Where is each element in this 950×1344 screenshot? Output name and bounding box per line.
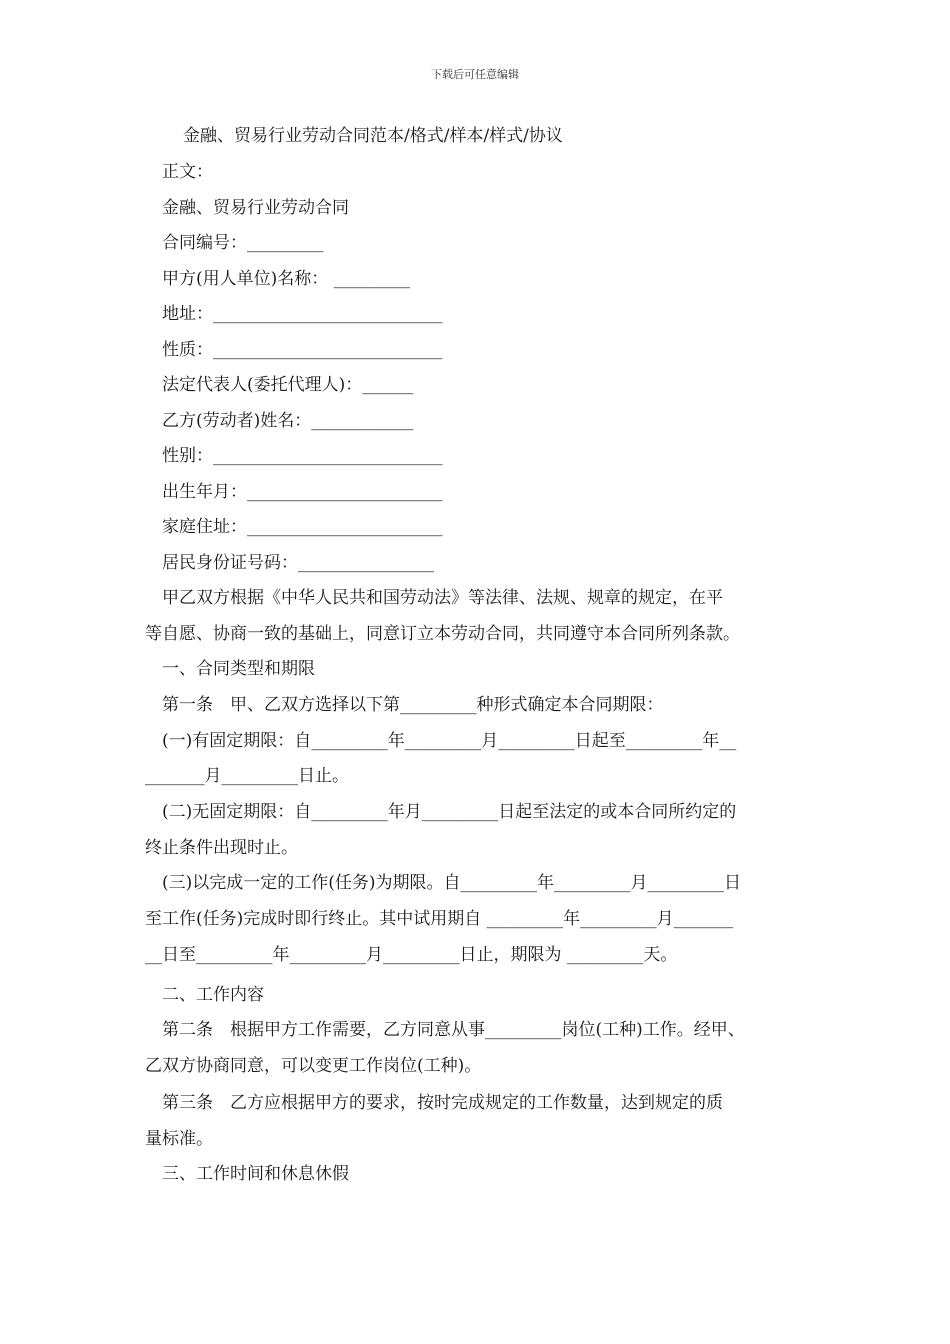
text-line: 第一条 甲、乙双方选择以下第_________种形式确定本合同期限：: [162, 695, 664, 715]
text-line: 合同编号：_________: [162, 233, 324, 253]
text-line: 甲乙双方根据《中华人民共和国劳动法》等法律、法规、规章的规定，在平: [162, 588, 723, 608]
text-line: 性别：___________________________: [162, 446, 443, 466]
document-title: 金融、贸易行业劳动合同范本/格式/样本/样式/协议: [183, 126, 563, 146]
text-line: 至工作(任务)完成时即行终止。其中试用期自 _________年_________月_______: [145, 909, 734, 929]
text-line: 金融、贸易行业劳动合同: [162, 198, 349, 218]
text-line: 终止条件出现时止。: [145, 838, 298, 858]
text-line: (一)有固定期限：自_________年_________月_________日起至_________年__: [162, 731, 737, 751]
text-line: 乙双方协商同意，可以变更工作岗位(工种)。: [145, 1056, 482, 1076]
section-heading: 三、工作时间和休息休假: [162, 1164, 349, 1184]
text-line: (二)无固定期限：自_________年月_________日起至法定的或本合同所约定的: [162, 802, 737, 822]
text-line: 量标准。: [145, 1129, 213, 1149]
header-note: 下载后可任意编辑: [431, 68, 519, 81]
text-line: 正文：: [162, 162, 213, 182]
text-line: 地址：___________________________: [162, 304, 443, 324]
text-line: 居民身份证号码：________________: [162, 553, 434, 573]
text-line: 家庭住址：_______________________: [162, 517, 443, 537]
text-line: 第三条 乙方应根据甲方的要求，按时完成规定的工作数量，达到规定的质: [162, 1093, 723, 1113]
text-line: 出生年月：_______________________: [162, 482, 443, 502]
text-line: (三)以完成一定的工作(任务)为期限。自_________年_________月_________日: [162, 873, 742, 893]
text-line: __日至_________年_________月_________日止，期限为 _________天。: [145, 945, 678, 965]
text-line: _______月_________日止。: [145, 766, 349, 786]
text-line: 第二条 根据甲方工作需要，乙方同意从事_________岗位(工种)工作。经甲、: [162, 1020, 745, 1040]
text-line: 乙方(劳动者)姓名：____________: [162, 411, 414, 431]
text-line: 法定代表人(委托代理人)：______: [162, 375, 414, 395]
section-heading: 一、合同类型和期限: [162, 659, 315, 679]
text-line: 甲方(用人单位)名称： _________: [162, 269, 411, 289]
text-line: 性质：___________________________: [162, 340, 443, 360]
text-line: 等自愿、协商一致的基础上，同意订立本劳动合同，共同遵守本合同所列条款。: [145, 624, 740, 644]
section-heading: 二、工作内容: [162, 985, 264, 1005]
